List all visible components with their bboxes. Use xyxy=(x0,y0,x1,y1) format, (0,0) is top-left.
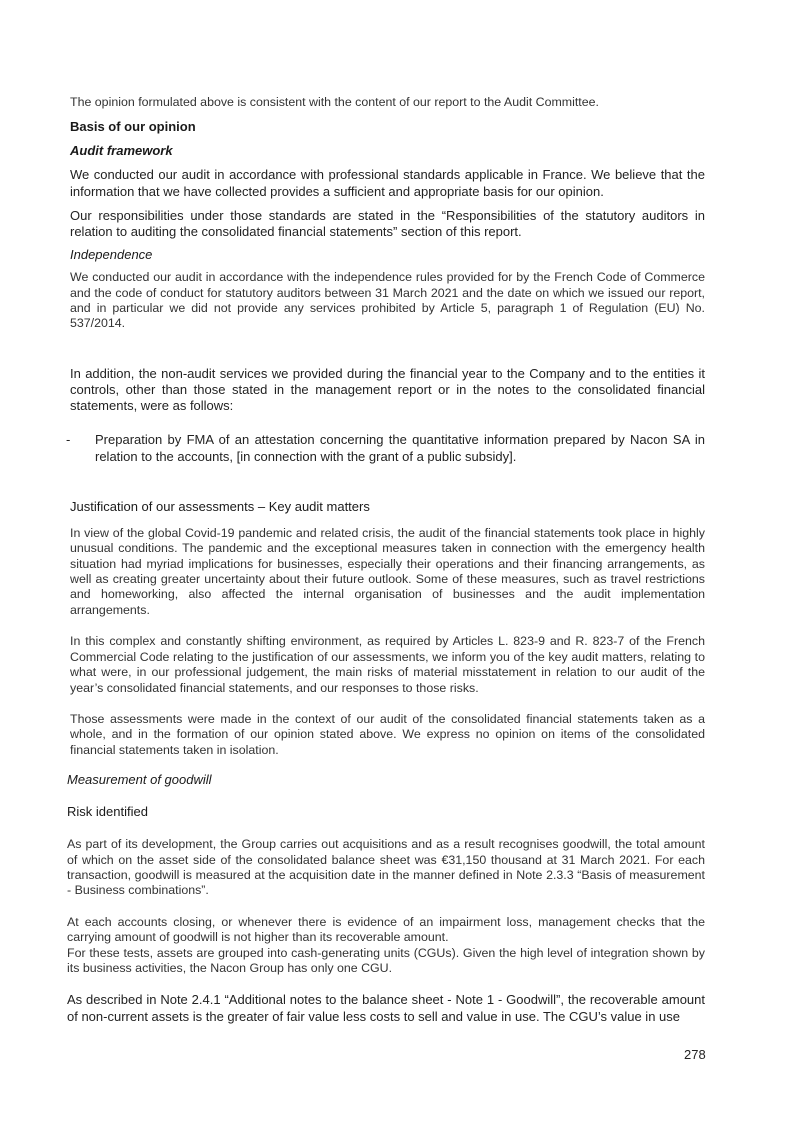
list-item xyxy=(66,432,705,464)
heading-measurement-of-goodwill: Measurement of goodwill xyxy=(67,772,212,788)
heading-basis-of-opinion: Basis of our opinion xyxy=(70,119,196,135)
bullet-dash: - xyxy=(66,432,71,448)
heading-audit-framework: Audit framework xyxy=(70,143,173,159)
paragraph-recoverable-amount: As described in Note 2.4.1 “Additional notes to the balance sheet - Note 1 - Goodwill”, the recoverable amount of non-current assets is the greater of fair value less costs to sell and value in use. The CGU’s value in use xyxy=(67,992,705,1024)
paragraph-goodwill-acquisitions: As part of its development, the Group carries out acquisitions and as a result recognises goodwill, the total amount of which on the asset side of the consolidated balance sheet was €31,150 thousand at 31 March 2021. For each transaction, goodwill is measured at the acquisition date in the manner defined in Note 2.3.3 “Basis of measurement - Business combinations”. xyxy=(67,837,705,898)
paragraph-covid-context: In view of the global Covid-19 pandemic and related crisis, the audit of the financial statements took place in highly unusual conditions. The pandemic and the exceptional measures taken in connection with the emergency health situation had myriad implications for businesses, especially their operations and their financing arrangements, as well as creating greater uncertainty about their future outlook. Some of these measures, such as travel restrictions and homeworking, also affected the internal organisation of businesses and the audit implementation arrangements. xyxy=(70,525,705,617)
paragraph-non-audit-services: In addition, the non-audit services we provided during the financial year to the Company and to the entities it controls, other than those stated in the management report or in the notes to the consolidated financial statements, were as follows: xyxy=(70,365,705,414)
heading-key-audit-matters: Justification of our assessments – Key audit matters xyxy=(70,498,370,514)
paragraph-complex-environment: In this complex and constantly shifting environment, as required by Articles L. 823-9 and R. 823-7 of the French Commercial Code relating to the justification of our assessments, we inform you of the key audit matters, relating to what were, in our professional judgement, the main risks of material misstatement in relation to our audit of the year’s consolidated financial statements, and our responses to those risks. xyxy=(70,634,705,695)
paragraph-responsibilities: Our responsibilities under those standards are stated in the “Responsibilities of the statutory auditors in relation to auditing the consolidated financial statements” section of this report. xyxy=(70,207,705,240)
paragraph-independence: We conducted our audit in accordance with the independence rules provided for by the French Code of Commerce and the code of conduct for statutory auditors between 31 March 2021 and the date on which we issued our report, and in particular we did not provide any services prohibited by Article 5, paragraph 1 of Regulation (EU) No. 537/2014. xyxy=(70,270,705,331)
heading-independence: Independence xyxy=(70,247,153,263)
paragraph-impairment-check: At each accounts closing, or whenever there is evidence of an impairment loss, management checks that the carrying amount of goodwill is not higher than its recoverable amount. xyxy=(67,914,705,945)
page-number: 278 xyxy=(684,1047,706,1062)
bullet-text: Preparation by FMA of an attestation concerning the quantitative information prepared by Nacon SA in relation to the accounts, [in connection with the grant of a public subsidy]. xyxy=(95,432,705,464)
heading-risk-identified: Risk identified xyxy=(67,804,148,820)
paragraph-opinion-consistency: The opinion formulated above is consistent with the content of our report to the Audit Committee. xyxy=(70,95,599,109)
paragraph-assessments-context: Those assessments were made in the context of our audit of the consolidated financial statements taken as a whole, and in the formation of our opinion stated above. We express no opinion on items of the consolidated financial statements taken in isolation. xyxy=(70,711,705,757)
paragraph-cgu-grouping: For these tests, assets are grouped into cash-generating units (CGUs). Given the high level of integration shown by its business activities, the Nacon Group has only one CGU. xyxy=(67,945,705,975)
page-content xyxy=(66,95,705,1025)
paragraph-audit-framework: We conducted our audit in accordance with professional standards applicable in France. We believe that the information that we have collected provides a sufficient and appropriate basis for our opinion. xyxy=(70,167,705,199)
